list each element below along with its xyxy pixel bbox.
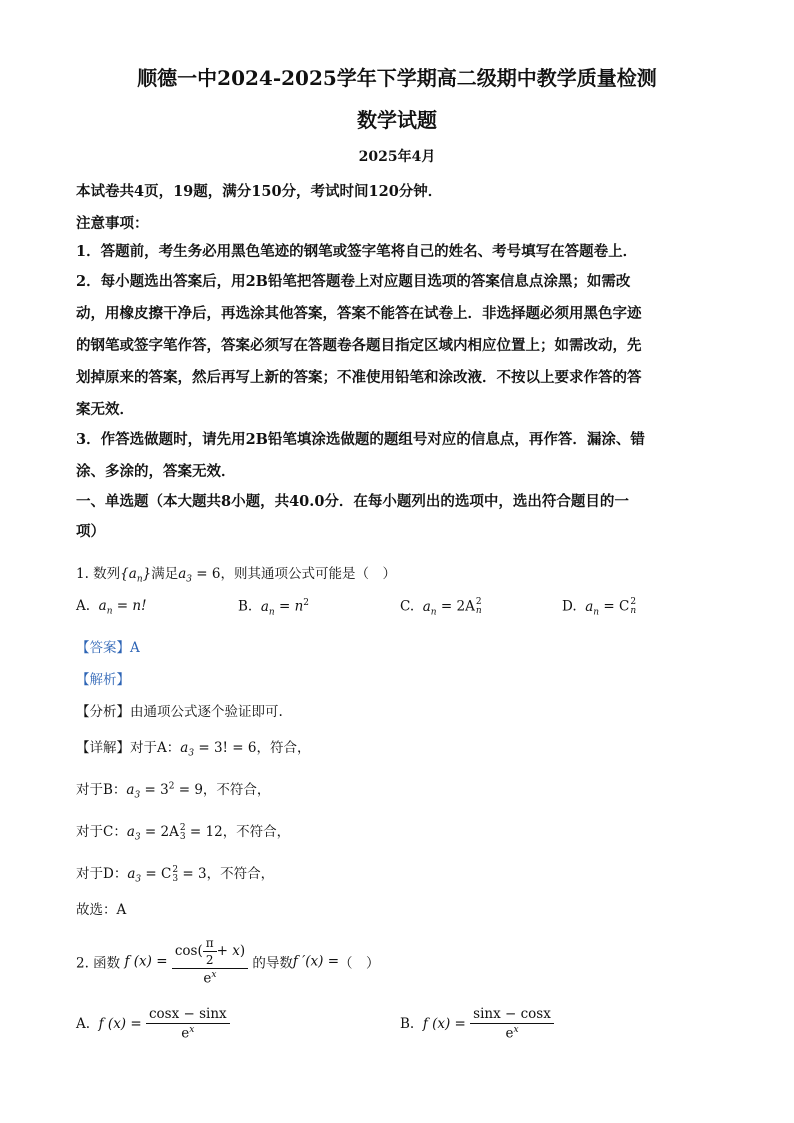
q1-cond-value: = 6	[192, 566, 221, 582]
note-line-5: 划掉原来的答案，然后再写上新的答案；不准使用铅笔和涂改液．不按以上要求作答的答	[76, 369, 642, 386]
q1-analysis-label: 【解析】	[76, 672, 130, 688]
q1-detail-d: 对于D：$a_3 = C$ 2 3 = 3，不符合，	[76, 864, 275, 885]
q1-answer: 【答案】A	[76, 640, 140, 656]
note-line-4: 的钢笔或签字笔作答，答案必须写在答题卷各题目指定区域内相应位置上；如需改动，先	[76, 337, 642, 354]
exam-summary: 本试卷共4页，19题，满分150分，考试时间120分钟．	[76, 183, 443, 200]
section-heading-line-1: 一、单选题（本大题共8小题，共40.0分．在每小题列出的选项中，选出符合题目的一	[76, 493, 629, 510]
exam-date: 2025年4月	[358, 149, 436, 165]
q2-option-a: A. f (x) = $\frac{\cos x - \sin x}{e^x}$	[76, 1006, 230, 1042]
note-line-8: 涂、多涂的，答案无效．	[76, 463, 236, 480]
note-line-6: 案无效．	[76, 401, 134, 418]
q1-option-a: A. $a_n = n$!	[76, 598, 147, 617]
section-heading-line-2: 项）	[76, 523, 105, 540]
q2-option-b: B. f (x) = $\frac{\sin x - \cos x}{e^x}$	[400, 1006, 554, 1042]
notes-heading: 注意事项：	[76, 215, 149, 232]
exam-title: 顺德一中2024-2025学年下学期高二级期中教学质量检测	[137, 66, 657, 90]
q1-suffix: ，则其通项公式可能是（ ）	[220, 566, 396, 582]
exam-subtitle: 数学试题	[357, 108, 437, 132]
q1-mid: 满足	[151, 566, 179, 582]
q1-fenxi: 【分析】由通项公式逐个验证即可.	[76, 704, 283, 720]
note-line-2: 2．每小题选出答案后，用2B铅笔把答题卷上对应题目选项的答案信息点涂黑；如需改	[76, 273, 631, 290]
q1-detail-a: 【详解】对于A：$a_3 = 3$! = 6，符合，	[76, 740, 311, 759]
q1-detail-c: 对于C：$a_3 = 2A$ 2 3 = 12，不符合，	[76, 822, 291, 843]
q1-condition: $a_3$	[178, 566, 192, 585]
q2-fraction: cos( $\frac{\pi}{2}$ + x) $e^x$	[172, 936, 248, 987]
note-line-1: 1．答题前，考生务必用黑色笔迹的钢笔或签字笔将自己的姓名、考号填写在答题卷上．	[76, 243, 638, 260]
q1-prefix: 1. 数列	[76, 566, 121, 582]
note-line-3: 动，用橡皮擦干净后，再选涂其他答案，答案不能答在试卷上．非选择题必须用黑色字迹	[76, 305, 642, 322]
q1-option-d: D. $a_n = C$ 2 n	[562, 597, 637, 618]
question-2: 2. 函数 f (x) = cos( $\frac{\pi}{2}$ + x) $e^x$ 的导数f ′(x) =（ ）	[76, 936, 380, 987]
q1-seq: $\{a_n\}$	[120, 566, 152, 585]
q1-conclusion: 故选：A	[76, 902, 127, 918]
note-line-7: 3．作答选做题时，请先用2B铅笔填涂选做题的题组号对应的信息点，再作答．漏涂、错	[76, 431, 645, 448]
q1-detail-b: 对于B：$a_3 = 3^2 = 9$，不符合，	[76, 781, 271, 801]
question-1	[76, 562, 716, 585]
q1-option-b: B. $a_n = n^2$	[238, 598, 310, 618]
q1-option-c: C. $a_n = 2A$ 2 n	[400, 597, 482, 618]
